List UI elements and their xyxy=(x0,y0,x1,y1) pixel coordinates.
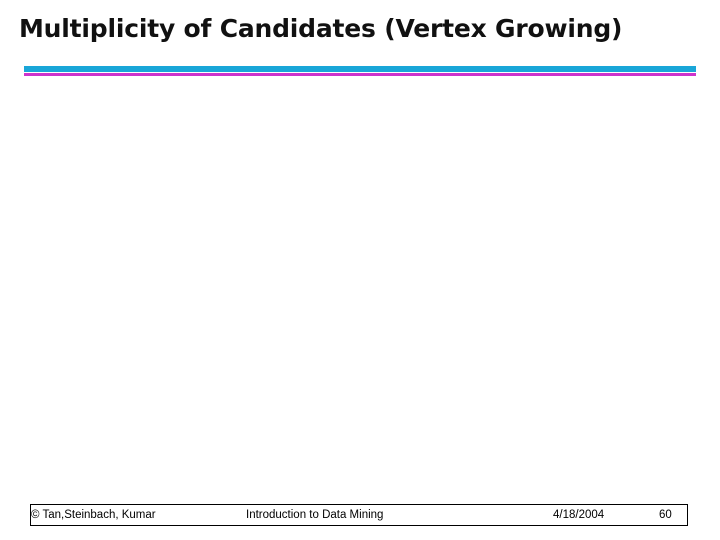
slide-footer xyxy=(30,504,688,526)
slide-title: Multiplicity of Candidates (Vertex Growing) xyxy=(19,14,623,43)
footer-page-number: 60 xyxy=(659,509,672,521)
title-underline-magenta xyxy=(24,73,696,76)
title-underline-cyan xyxy=(24,66,696,72)
slide-content-area xyxy=(24,82,696,497)
footer-copyright: © Tan,Steinbach, Kumar xyxy=(31,509,156,521)
footer-course-title: Introduction to Data Mining xyxy=(246,509,384,521)
footer-date: 4/18/2004 xyxy=(553,509,605,521)
